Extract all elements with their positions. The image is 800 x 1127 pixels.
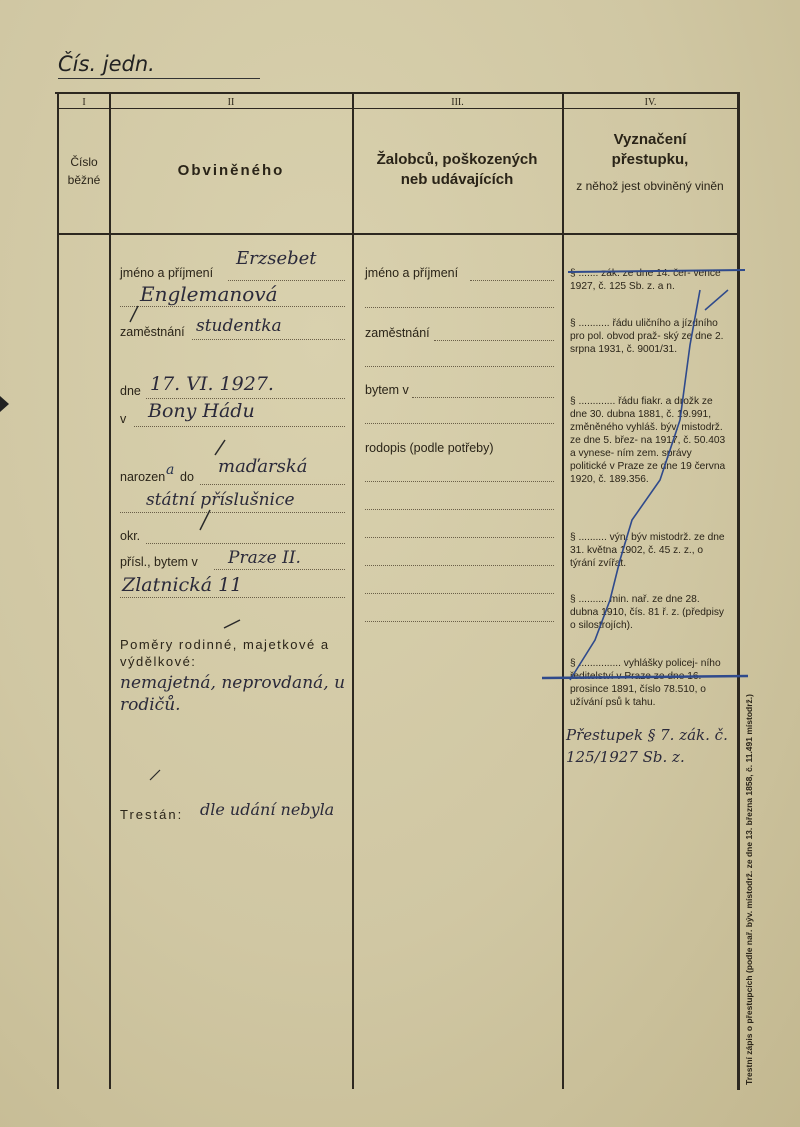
law-ref-3: § ............. řádu fiakr. a drožk ze dne 30. dubna 1881, č. 19.991, změněného vyhláš. býv. mistodrž. ze dne 5. břez- na 1917, č. 50.403 a vynese- ním zem. správy politické v Praze ze dne 19 června 1920, č. 189.356. xyxy=(570,396,726,485)
handwritten-born-in: maďarská xyxy=(218,456,308,477)
accused-born-label: narozen xyxy=(120,470,166,484)
handwritten-first-name: Erzsebet xyxy=(236,248,317,269)
law-ref-1: § ....... zák. ze dne 14. čer- vence 1927, č. 125 Sb. z. a n. xyxy=(570,268,721,292)
accused-district-label: okr. xyxy=(120,529,141,543)
handwritten-occupation: studentka xyxy=(196,316,282,336)
col4-roman: IV. xyxy=(644,97,657,108)
col4-subtitle: z něhož jest obviněný viněn xyxy=(576,179,724,193)
born-gender-suffix: a xyxy=(166,462,175,478)
accused-place-label: v xyxy=(120,412,127,426)
accused-punished-label: Trestán: xyxy=(120,807,184,822)
accused-date-label: dne xyxy=(120,384,141,398)
handwritten-punished: dle udání nebyla xyxy=(200,800,335,819)
accused-family-label: Poměry rodinné, majetkové a výdělkové: xyxy=(120,637,330,669)
case-number-label: Čís. jedn. xyxy=(58,52,155,76)
accused-residence-label: přísl., bytem v xyxy=(120,555,198,569)
plaintiff-residence-label: bytem v xyxy=(365,383,409,397)
handwritten-residence-city: Praze II. xyxy=(228,548,301,568)
col2-roman: II xyxy=(227,97,235,108)
col4-title: Vyznačení přestupku, xyxy=(611,131,689,168)
side-form-note: Trestní zápis o přestupcích (podle nař. býv. místodrž. ze dne 13. března 1858, č. 11.491 místodrž.) xyxy=(744,694,754,1085)
law-ref-2: § ........... řádu uličního a jízdního pro pol. obvod praž- ský ze dne 2. srpna 1931, č. 9001/31. xyxy=(570,318,724,355)
col3-roman: III. xyxy=(451,97,464,108)
plaintiff-name-label: jméno a příjmení xyxy=(365,266,459,280)
handwritten-surname: Englemanová xyxy=(140,282,278,306)
handwritten-date: 17. VI. 1927. xyxy=(150,373,274,395)
accused-occupation-label: zaměstnání xyxy=(120,325,185,339)
plaintiff-bio-label: rodopis (podle potřeby) xyxy=(365,441,494,455)
handwritten-street: Zlatnická 11 xyxy=(122,574,243,596)
law-ref-5: § .......... min. nař. ze dne 28. dubna 1910, čís. 81 ř. z. (předpisy o silostrojích). xyxy=(570,594,725,631)
law-ref-6: § ............... vyhlášky policej- ního ředitelství v Praze ze dne 16. prosince 1891, číslo 78.510, o užívání psů k tahu. xyxy=(570,658,721,708)
col1-roman: I xyxy=(82,97,86,108)
col1-title: Číslo běžné xyxy=(67,155,101,187)
accused-name-label: jméno a příjmení xyxy=(120,266,214,280)
handwritten-nationality: státní příslušnice xyxy=(146,490,295,510)
col3-title: Žalobců, poškozených neb udávajících xyxy=(376,151,538,188)
accused-to-label: do xyxy=(180,470,194,484)
handwritten-family: nemajetná, neprovdaná, u rodičů. xyxy=(120,673,346,715)
law-ref-4: § .......... výn. býv mistodrž. ze dne 31. května 1902, č. 45 z. z., o týrání zvířat. xyxy=(570,532,725,569)
handwritten-offense: Přestupek § 7. zák. č. 125/1927 Sb. z. xyxy=(566,726,728,766)
col2-title: Obviněného xyxy=(177,162,285,179)
handwritten-place: Bony Hádu xyxy=(148,400,255,422)
plaintiff-occupation-label: zaměstnání xyxy=(365,326,430,340)
